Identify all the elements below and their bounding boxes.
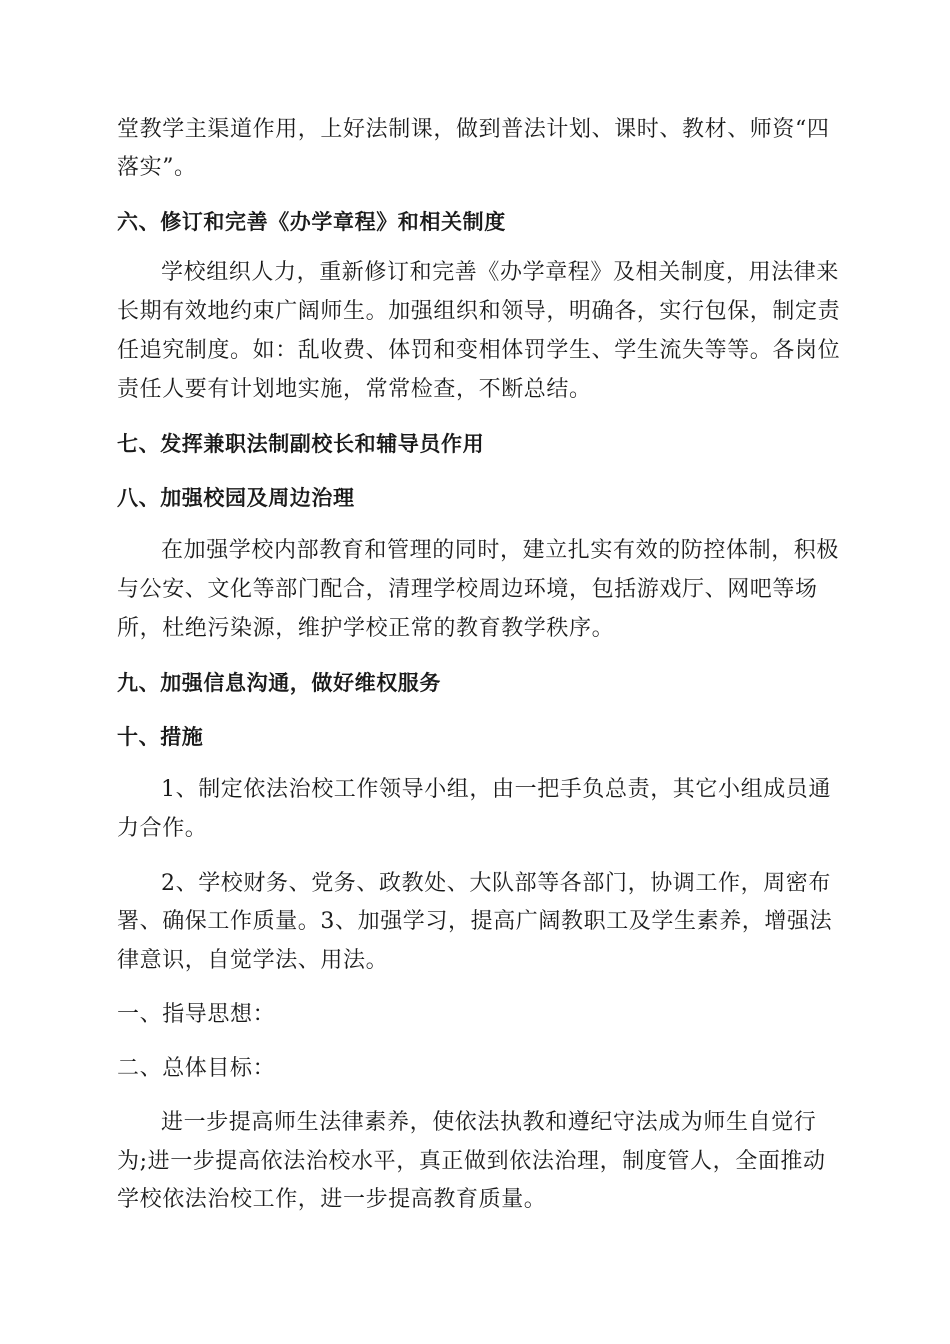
list-item-line: 署、确保工作质量。3、加强学习，提高广阔教职工及学生素养，增强法 bbox=[117, 909, 833, 934]
paragraph-line: 学校组织人力，重新修订和完善《办学章程》及相关制度，用法律来 bbox=[161, 260, 840, 285]
paragraph-line: 落实”。 bbox=[117, 155, 197, 180]
paragraph-line: 所，杜绝污染源，维护学校正常的教育教学秩序。 bbox=[117, 616, 615, 641]
list-item-line: 2、学校财务、党务、政教处、大队部等各部门，协调工作，周密布 bbox=[161, 871, 831, 896]
paragraph-line: 为;进一步提高依法治校水平，真正做到依法治理，制度管人，全面推动 bbox=[117, 1149, 826, 1174]
paragraph-line: 进一步提高师生法律素养，使依法执教和遵纪守法成为师生自觉行 bbox=[161, 1110, 817, 1135]
paragraph-line: 任追究制度。如：乱收费、体罚和变相体罚学生、学生流失等等。各岗位 bbox=[117, 338, 841, 363]
paragraph-line: 长期有效地约束广阔师生。加强组织和领导，明确各，实行包保，制定责 bbox=[117, 299, 841, 324]
section-heading-10: 十、措施 bbox=[117, 725, 204, 749]
paragraph-line: 学校依法治校工作，进一步提高教育质量。 bbox=[117, 1187, 547, 1212]
paragraph-line: 与公安、文化等部门配合，清理学校周边环境，包括游戏厅、网吧等场 bbox=[117, 577, 818, 602]
paragraph-line: 责任人要有计划地实施，常常检查，不断总结。 bbox=[117, 377, 592, 402]
section-heading-7: 七、发挥兼职法制副校长和辅导员作用 bbox=[117, 432, 485, 456]
section-heading-6: 六、修订和完善《办学章程》和相关制度 bbox=[117, 210, 506, 234]
subheading-overall-goal: 二、总体目标： bbox=[117, 1056, 276, 1081]
list-item-line: 力合作。 bbox=[117, 816, 208, 841]
list-item-line: 律意识，自觉学法、用法。 bbox=[117, 948, 389, 973]
section-heading-8: 八、加强校园及周边治理 bbox=[117, 486, 355, 510]
subheading-guiding-thought: 一、指导思想： bbox=[117, 1002, 276, 1027]
paragraph-line: 在加强学校内部教育和管理的同时，建立扎实有效的防控体制，积极 bbox=[161, 538, 840, 563]
section-heading-9: 九、加强信息沟通，做好维权服务 bbox=[117, 671, 441, 695]
paragraph-line: 堂教学主渠道作用，上好法制课，做到普法计划、课时、教材、师资“四 bbox=[117, 117, 830, 142]
list-item-line: 1、制定依法治校工作领导小组，由一把手负总责，其它小组成员通 bbox=[161, 777, 831, 802]
